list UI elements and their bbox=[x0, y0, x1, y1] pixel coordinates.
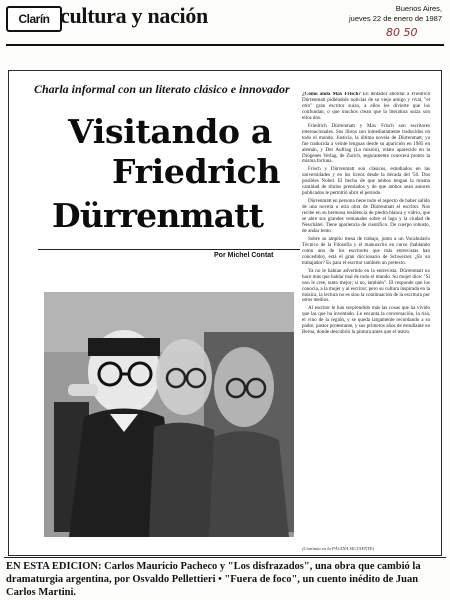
footer-label: EN ESTA EDICION: bbox=[6, 561, 102, 572]
body-paragraph: Sobre su amplio mesa de trabajo, junto a un Vocabulario Técnico de la Filosofía y el manuscrito en curso (hablando como uno de los escritores que más entrevistas han concedido), está el gran diccionario de Schweizer. ¿Es un trabajador? Es para el escritor también un pretexto. bbox=[302, 235, 430, 266]
author-photo bbox=[44, 292, 294, 537]
body-paragraph: Al escritor le han sorprendido más las cosas que ha vivido que las que ha inventado. Le encanta la conversación, la risa, el vino de la región, y se queda largamente recordando a su padre, pastor protestante, y sus primeros años de estudiante en Berna, donde descubrió la pintura antes que el teatro. bbox=[302, 305, 430, 336]
article-body bbox=[302, 92, 430, 550]
headline-line-2: Friedrich bbox=[112, 152, 281, 191]
body-intro: En tentador abordar a Friedrich Dürrenmatt pidiéndole noticias de su viejo amigo y rival, "el otro" gran escritor suizo, a ellos les divierte que los confundan, o que muchos crean que la literatura suiza son ellos dos. bbox=[302, 92, 430, 121]
dateline-date: jueves 22 de enero de 1987 bbox=[349, 14, 442, 23]
section-title: cultura y nación bbox=[60, 3, 208, 28]
footer-rule bbox=[4, 557, 446, 558]
headline-line-1: Visitando a bbox=[68, 112, 272, 151]
byline-rule bbox=[38, 249, 300, 250]
footer-text: Carlos Mauricio Pacheco y "Los disfrazados", una obra que cambió la dramaturgia argentina, por Osvaldo Pellettieri • "Fuera de foco", un cuento inédito de Juan Carlos Martini. bbox=[6, 561, 421, 598]
body-paragraph bbox=[302, 92, 430, 122]
newspaper-logo: Clarín bbox=[6, 6, 62, 32]
headline-line-3: Dürrenmatt bbox=[52, 196, 264, 235]
dateline-city: Buenos Aires, bbox=[395, 4, 442, 13]
continued-note: (Continúa en la PÁGINA SIGUIENTE) bbox=[302, 546, 375, 551]
body-paragraph: Dürrenmatt en persona tiene todo el aspecto de haber salido de una novela u otra obra de Dürrenmatt el escritor. Nos recibe en su hermosa residencia de piedra blanca y vidrio, que se abre sus grandes ventanales sobre el lago y la ciudad de Neuchâtel. Tiene apariencia de científico. De cuerpo robusto, de andar lento. bbox=[302, 198, 430, 234]
photo-halftone bbox=[44, 292, 294, 537]
dateline bbox=[342, 4, 442, 24]
byline: Por Michel Contat bbox=[214, 252, 274, 259]
masthead bbox=[0, 0, 450, 42]
handwritten-page-number: 80 50 bbox=[386, 26, 418, 39]
body-intro-bold: ¿Cómo anda Max Frisch? bbox=[302, 92, 361, 97]
body-paragraph: Ya no le habían advertido en la entrevista. Dürrenmatt no hace más que hablar mal de todo el mundo. Su mujer dice: "Si uno le cree, tanto mejor; si no, también". El responde que los conocía, a la mujer y al escritor; pero su cultura inspirada en la música, la lectura no es sino la continuación de la escritura por otros medios. bbox=[302, 267, 430, 304]
masthead-rule bbox=[6, 44, 444, 46]
article-kicker: Charla informal con un literato clásico e innovador bbox=[34, 82, 290, 96]
body-paragraph: Friedrich Dürrenmatt y Max Frisch son escritores internacionales. Sus libros son inmediatamente traducidos en todo el mundo. Justicia, la última novela de Dürrenmatt, ya fue traducida a veinte lenguas desde su aparición en 1985 en alemán, y Der Auftrag (La misión), relato aparecido en la Diógenes Verlag, de Zurich, seguramente conocerá pronto la misma fortuna. bbox=[302, 122, 430, 165]
edition-footer bbox=[6, 560, 446, 599]
body-paragraph: Frisch y Dürrenmatt son clásicos, estudiados en las universidades y en los liceos desde la década del '50. Dos posibles Nobel. El hecho de que ambos tengan la misma cantidad de títulos premiados y de que ambos sean autores publicados le permitió abrir el período. bbox=[302, 166, 430, 197]
